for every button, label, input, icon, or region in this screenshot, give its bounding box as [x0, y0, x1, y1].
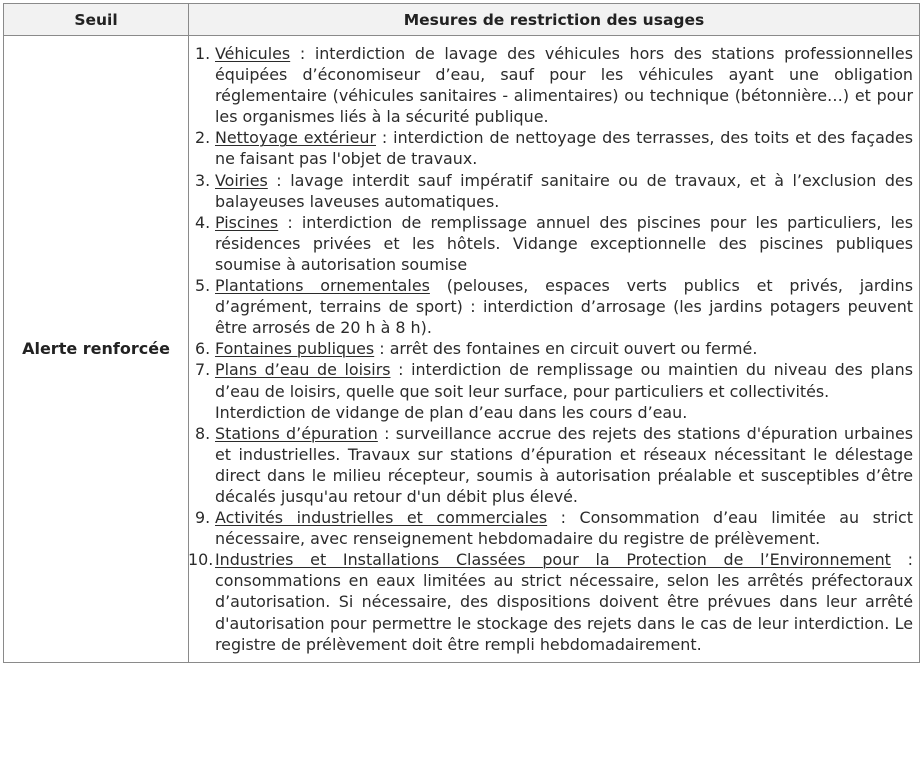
list-item	[195, 170, 913, 212]
item-title: Fontaines publiques	[215, 339, 375, 359]
list-item	[195, 127, 913, 169]
item-title: Piscines	[215, 212, 279, 232]
item-text: interdiction de nettoyage des terrasses, des toits et des façades ne faisant pas l'objet de travaux.	[215, 128, 914, 169]
item-text: interdiction de lavage des véhicules hors des stations professionnelles équipées d’économiseur d’eau, sauf pour les véhicules ayant une obligation réglementaire (véhicules sanitaires - alimentaires) ou technique (bétonnière…) et pour les organismes liés à la sécurité publique.	[215, 44, 913, 127]
header-row	[4, 4, 920, 36]
item-number: 4.	[195, 212, 211, 232]
item-number: 6.	[195, 339, 211, 359]
header-seuil: Seuil	[4, 4, 189, 36]
mesures-cell	[189, 36, 920, 663]
header-mesures: Mesures de restriction des usages	[189, 4, 920, 36]
item-separator: :	[890, 550, 914, 570]
item-number: 2.	[195, 128, 211, 148]
list-item	[188, 549, 914, 654]
item-title: Activités industrielles et commerciales	[215, 508, 548, 528]
item-text: arrêt des fontaines en circuit ouvert ou fermé.	[389, 339, 758, 359]
item-separator: :	[278, 212, 302, 232]
item-text: lavage interdit sauf impératif sanitaire ou de travaux, et à l’exclusion des balayeuses laveuses automatiques.	[215, 170, 913, 211]
item-separator: :	[374, 339, 390, 359]
item-text: consommations en eaux limitées au strict nécessaire, selon les arrêtés préfectoraux d’autorisation. Si nécessaire, des dispositions doivent être prévues dans leur arrêté d'autorisation pour permettre le stockage des rejets dans le cas de leur interdiction. Le registre de prélèvement doit être rempli hebdomadairement.	[215, 571, 913, 654]
item-separator: :	[547, 508, 580, 528]
item-title: Véhicules	[215, 44, 291, 63]
item-number: 1.	[195, 44, 211, 63]
item-number: 3.	[195, 170, 211, 190]
item-number: 8.	[195, 423, 211, 443]
list-item	[195, 275, 913, 338]
item-title: Industries et Installations Classées pour la Protection de l’Environnement	[215, 550, 891, 570]
measures-list	[188, 43, 914, 655]
item-number: 7.	[195, 360, 211, 380]
item-title: Nettoyage extérieur	[215, 128, 376, 148]
list-item	[195, 43, 913, 127]
list-item	[195, 423, 913, 507]
restriction-table	[3, 3, 920, 663]
item-separator: :	[390, 360, 412, 380]
item-number: 9.	[195, 508, 211, 528]
item-separator	[430, 276, 447, 295]
item-separator: :	[376, 128, 394, 148]
item-text: interdiction de remplissage annuel des piscines pour les particuliers, les résidences privées et les hôtels. Vidange exceptionnelle des piscines publiques soumise à autorisation soumise	[215, 212, 913, 274]
item-text: surveillance accrue des rejets des stations d'épuration urbaines et industrielles. Travaux sur stations d’épuration et réseaux nécessitant le délestage direct dans le milieu récepteur, soumis à autorisation préalable et susceptibles d’être décalés jusqu'au retour d'un débit plus élevé.	[215, 423, 913, 506]
item-number: 5.	[195, 276, 211, 296]
list-item	[195, 212, 913, 275]
list-item	[195, 338, 913, 359]
seuil-cell: Alerte renforcée	[4, 36, 189, 663]
item-extra-text: Interdiction de vidange de plan d’eau dans les cours d’eau.	[215, 402, 688, 422]
item-number: 10.	[188, 550, 214, 570]
item-title: Plans d’eau de loisirs	[215, 360, 391, 380]
table-row	[4, 36, 920, 663]
item-title: Plantations ornementales	[215, 276, 430, 296]
item-text: Consommation d’eau limitée au strict nécessaire, avec renseignement hebdomadaire du registre de prélèvement.	[215, 508, 913, 549]
item-separator: :	[267, 170, 291, 190]
item-text: (pelouses, espaces verts publics et privés, jardins d’agrément, terrains de sport) : interdiction d’arrosage (les jardins potagers peuvent être arrosés de 20 h à 8 h).	[215, 276, 913, 338]
list-item	[195, 507, 913, 549]
item-separator: :	[290, 44, 315, 63]
item-separator: :	[377, 423, 396, 443]
item-title: Stations d’épuration	[215, 423, 378, 443]
item-title: Voiries	[215, 170, 268, 190]
list-item	[195, 359, 913, 422]
item-text: interdiction de remplissage ou maintien du niveau des plans d’eau de loisirs, quelle que soit leur surface, pour particuliers et collectivités.	[215, 360, 913, 401]
